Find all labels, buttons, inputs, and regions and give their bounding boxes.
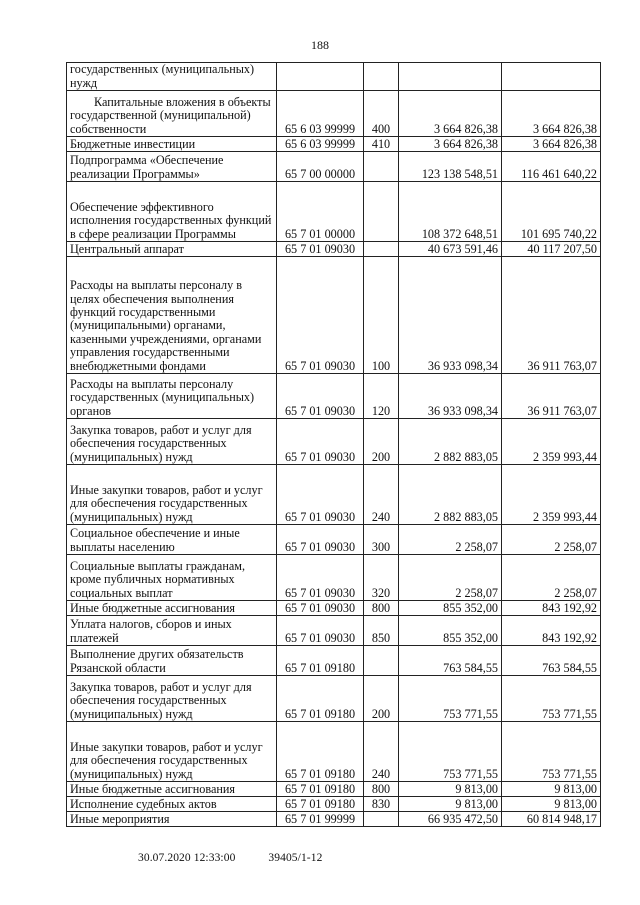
table-row [67,812,601,827]
row-kind-cell [364,242,399,257]
page-number: 188 [311,38,329,52]
row-value-2021-cell: 9 813,00 [502,797,601,812]
row-code-cell: 65 7 01 99999 [277,812,364,827]
row-name-cell: Расходы на выплаты персоналу в целях обеспечения выполнения функций государственными (муниципальными) органами, казенными учреждениями, органами управления государственными внебюджетными фондами [67,257,277,374]
row-code-cell: 65 7 01 09180 [277,676,364,722]
budget-table-body [67,63,601,827]
row-value-2021-cell: 763 584,55 [502,646,601,676]
row-code-cell: 65 7 01 09030 [277,525,364,555]
row-kind-cell: 320 [364,555,399,601]
row-value-2020-cell: 108 372 648,51 [399,182,502,242]
table-row [67,676,601,722]
row-value-2020-cell: 66 935 472,50 [399,812,502,827]
budget-table [66,62,601,827]
row-name-cell: Иные бюджетные ассигнования [67,782,277,797]
row-code-cell: 65 7 01 09030 [277,419,364,465]
row-value-2020-cell: 753 771,55 [399,722,502,782]
row-kind-cell: 200 [364,419,399,465]
row-code-cell: 65 7 01 09030 [277,465,364,525]
row-value-2021-cell: 3 664 826,38 [502,91,601,137]
row-code-cell: 65 7 00 00000 [277,152,364,182]
row-name-cell: Центральный аппарат [67,242,277,257]
row-value-2021-cell: 9 813,00 [502,782,601,797]
row-kind-cell: 830 [364,797,399,812]
row-kind-cell: 200 [364,676,399,722]
row-value-2021-cell: 2 359 993,44 [502,419,601,465]
row-kind-cell: 800 [364,601,399,616]
row-code-cell: 65 7 01 09180 [277,646,364,676]
row-code-cell: 65 7 01 09030 [277,616,364,646]
table-row [67,465,601,525]
table-row [67,257,601,374]
row-code-cell [277,63,364,91]
row-value-2021-cell: 843 192,92 [502,616,601,646]
row-kind-cell: 300 [364,525,399,555]
row-name-cell: Иные закупки товаров, работ и услуг для обеспечения государственных (муниципальных) нужд [67,722,277,782]
row-kind-cell [364,63,399,91]
table-row [67,601,601,616]
row-value-2021-cell: 843 192,92 [502,601,601,616]
row-value-2021-cell: 753 771,55 [502,676,601,722]
row-value-2020-cell: 2 882 883,05 [399,465,502,525]
row-name-cell: Социальные выплаты гражданам, кроме публичных нормативных социальных выплат [67,555,277,601]
row-code-cell: 65 7 01 00000 [277,182,364,242]
row-name-cell: Иные бюджетные ассигнования [67,601,277,616]
row-value-2020-cell: 2 882 883,05 [399,419,502,465]
row-value-2020-cell: 40 673 591,46 [399,242,502,257]
row-value-2020-cell: 3 664 826,38 [399,91,502,137]
row-value-2020-cell: 855 352,00 [399,616,502,646]
row-code-cell: 65 7 01 09030 [277,374,364,419]
row-kind-cell: 240 [364,722,399,782]
row-value-2020-cell: 753 771,55 [399,676,502,722]
row-kind-cell: 120 [364,374,399,419]
row-value-2021-cell: 2 359 993,44 [502,465,601,525]
row-value-2021-cell: 36 911 763,07 [502,374,601,419]
row-code-cell: 65 6 03 99999 [277,91,364,137]
row-value-2020-cell: 36 933 098,34 [399,374,502,419]
row-code-cell: 65 7 01 09180 [277,722,364,782]
row-kind-cell [364,646,399,676]
row-name-cell: Иные закупки товаров, работ и услуг для обеспечения государственных (муниципальных) нужд [67,465,277,525]
row-name-cell: государственных (муниципальных) нужд [67,63,277,91]
row-code-cell: 65 7 01 09180 [277,782,364,797]
row-value-2020-cell: 2 258,07 [399,525,502,555]
row-name-cell: Иные мероприятия [67,812,277,827]
row-code-cell: 65 7 01 09030 [277,257,364,374]
row-kind-cell: 410 [364,137,399,152]
row-value-2021-cell: 101 695 740,22 [502,182,601,242]
row-value-2020-cell: 763 584,55 [399,646,502,676]
footer-timestamp: 30.07.2020 12:33:00 [138,852,236,864]
row-value-2021-cell: 36 911 763,07 [502,257,601,374]
row-value-2020-cell: 2 258,07 [399,555,502,601]
row-kind-cell [364,812,399,827]
table-row [67,646,601,676]
row-kind-cell: 100 [364,257,399,374]
row-name-cell: Исполнение судебных актов [67,797,277,812]
row-value-2021-cell: 3 664 826,38 [502,137,601,152]
row-kind-cell [364,152,399,182]
row-value-2021-cell: 2 258,07 [502,525,601,555]
row-value-2020-cell: 9 813,00 [399,782,502,797]
row-kind-cell: 850 [364,616,399,646]
row-kind-cell: 400 [364,91,399,137]
row-name-cell: Закупка товаров, работ и услуг для обеспечения государственных (муниципальных) нужд [67,419,277,465]
table-row [67,616,601,646]
table-row [67,722,601,782]
row-code-cell: 65 7 01 09030 [277,242,364,257]
row-value-2021-cell: 60 814 948,17 [502,812,601,827]
row-kind-cell: 800 [364,782,399,797]
table-row [67,374,601,419]
row-value-2020-cell: 855 352,00 [399,601,502,616]
table-row [67,152,601,182]
table-row [67,525,601,555]
row-value-2020-cell: 36 933 098,34 [399,257,502,374]
footer [138,852,352,864]
row-name-cell: Обеспечение эффективного исполнения государственных функций в сфере реализации Программы [67,182,277,242]
table-row [67,419,601,465]
row-value-2021-cell: 2 258,07 [502,555,601,601]
row-value-2020-cell: 123 138 548,51 [399,152,502,182]
table-row [67,137,601,152]
row-name-cell: Социальное обеспечение и иные выплаты населению [67,525,277,555]
table-row [67,182,601,242]
row-code-cell: 65 7 01 09180 [277,797,364,812]
row-value-2021-cell [502,63,601,91]
table-row [67,555,601,601]
table-row [67,91,601,137]
table-row [67,797,601,812]
row-name-cell: Подпрограмма «Обеспечение реализации Программы» [67,152,277,182]
table-row [67,63,601,91]
row-value-2020-cell: 9 813,00 [399,797,502,812]
row-kind-cell: 240 [364,465,399,525]
row-name-cell: Расходы на выплаты персоналу государственных (муниципальных) органов [67,374,277,419]
row-code-cell: 65 7 01 09030 [277,601,364,616]
footer-doc-id: 39405/1-12 [268,852,323,864]
row-value-2021-cell: 753 771,55 [502,722,601,782]
row-name-cell: Закупка товаров, работ и услуг для обеспечения государственных (муниципальных) нужд [67,676,277,722]
table-row [67,242,601,257]
table-row [67,782,601,797]
row-name-cell: Капитальные вложения в объекты государственной (муниципальной) собственности [67,91,277,137]
row-value-2021-cell: 116 461 640,22 [502,152,601,182]
row-code-cell: 65 6 03 99999 [277,137,364,152]
row-name-cell: Выполнение других обязательств Рязанской области [67,646,277,676]
row-kind-cell [364,182,399,242]
row-value-2020-cell: 3 664 826,38 [399,137,502,152]
row-value-2020-cell [399,63,502,91]
row-name-cell: Бюджетные инвестиции [67,137,277,152]
row-code-cell: 65 7 01 09030 [277,555,364,601]
row-value-2021-cell: 40 117 207,50 [502,242,601,257]
row-name-cell: Уплата налогов, сборов и иных платежей [67,616,277,646]
